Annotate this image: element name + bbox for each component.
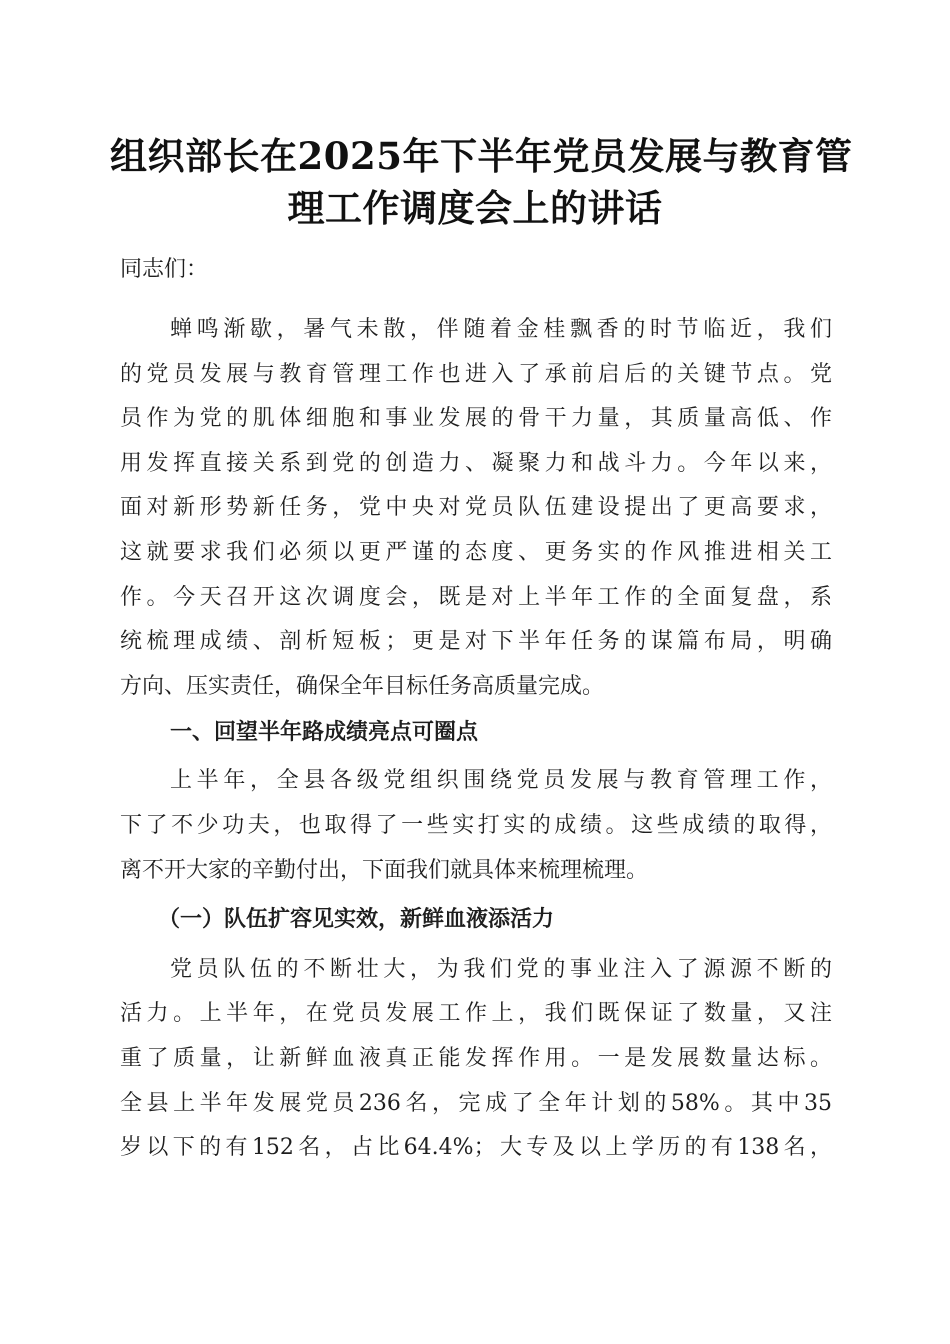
document-body xyxy=(120,250,832,1171)
paragraph-line: 下了不少功夫，也取得了一些实打实的成绩。这些成绩的取得， xyxy=(120,812,832,838)
paragraph-line: 用发挥直接关系到党的创造力、凝聚力和战斗力。今年以来， xyxy=(120,450,832,476)
paragraph-expansion xyxy=(120,948,832,1171)
paragraph-line: 蝉鸣渐歇，暑气未散，伴随着金桂飘香的时节临近，我们 xyxy=(170,317,832,342)
title-line-2: 理工作调度会上的讲话 xyxy=(287,186,663,230)
paragraph-intro xyxy=(120,308,832,709)
paragraph-line: 重了质量，让新鲜血液真正能发挥作用。一是发展数量达标。 xyxy=(120,1045,832,1071)
paragraph-line: 的党员发展与教育管理工作也进入了承前启后的关键节点。党 xyxy=(120,361,832,387)
paragraph-line: 面对新形势新任务，党中央对党员队伍建设提出了更高要求， xyxy=(120,495,832,521)
paragraph-line: 离不开大家的辛勤付出，下面我们就具体来梳理梳理。 xyxy=(120,857,649,883)
paragraph-line: 党员队伍的不断壮大，为我们党的事业注入了源源不断的 xyxy=(170,956,832,982)
document-title xyxy=(110,130,853,234)
paragraph-line: 统梳理成绩、剖析短板；更是对下半年任务的谋篇布局，明确 xyxy=(120,629,832,655)
paragraph-line: 岁以下的有152名，占比64.4%；大专及以上学历的有138名， xyxy=(120,1135,832,1161)
paragraph-line: 作。今天召开这次调度会，既是对上半年工作的全面复盘，系 xyxy=(120,584,832,610)
section-heading: 一、回望半年路成绩亮点可圈点 xyxy=(170,720,479,746)
title-line-1: 组织部长在2025年下半年党员发展与教育管 xyxy=(110,134,853,178)
paragraph-line: 方向、压实责任，确保全年目标任务高质量完成。 xyxy=(120,673,605,699)
subsection-heading: （一）队伍扩容见实效，新鲜血液添活力 xyxy=(158,906,555,933)
paragraph-line: 全县上半年发展党员236名，完成了全年计划的58%。其中35 xyxy=(120,1090,832,1116)
paragraph-line: 活力。上半年，在党员发展工作上，我们既保证了数量，又注 xyxy=(120,1001,832,1027)
paragraph-line: 上半年，全县各级党组织围绕党员发展与教育管理工作， xyxy=(170,768,832,794)
paragraph-line: 员作为党的肌体细胞和事业发展的骨干力量，其质量高低、作 xyxy=(120,406,832,432)
salutation: 同志们： xyxy=(120,257,209,282)
paragraph-line: 这就要求我们必须以更严谨的态度、更务实的作风推进相关工 xyxy=(120,539,832,565)
paragraph-review xyxy=(120,759,832,893)
